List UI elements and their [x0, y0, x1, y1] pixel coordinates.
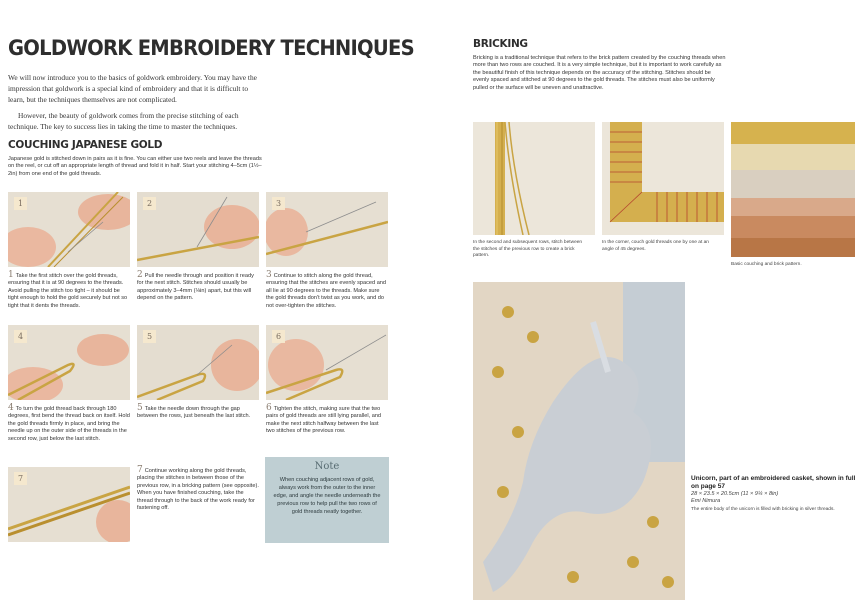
bricking-text: Bricking is a traditional technique that refers to the brick pattern created by the couching threads when more than two rows are couched. It is a very simple technique, but it is important to work carefully as the beautiful finish of this technique depends on the accuracy of the stitching. Stitches should be evenly spaced and stitched at 90 degrees to the gold threads. The stitches must also be uniformly pulled or the surface will be uneven and unattractive. — [473, 55, 726, 91]
note-title: Note — [314, 461, 340, 472]
step-badge-6: 6 — [272, 330, 285, 343]
unicorn-dimensions: 28 × 23.5 × 20.5cm (11 × 9¼ × 8in) — [691, 491, 779, 497]
step-badge-5: 5 — [143, 330, 156, 343]
step-caption-6 — [266, 405, 388, 436]
step-caption-3 — [266, 272, 388, 310]
step-photo-7 — [8, 467, 130, 542]
bricking-title: BRICKING — [473, 38, 528, 50]
step-photo-3 — [266, 192, 388, 267]
step-number-5: 5 — [137, 403, 143, 413]
caption-bricking-1: In the second and subsequent rows, stitch between the stitches of the previous row to create a brick pattern. — [473, 240, 583, 259]
note-text: When couching adjacent rows of gold, always work from the outer to the inner edge, and angle the needle underneath the previous row to help pull the two rows of gold threads neatly together. — [273, 477, 381, 515]
step-photo-6 — [266, 325, 388, 400]
step-text-4: To turn the gold thread back through 180 degrees, first bend the thread back on itself. Hold the gold threads firmly in place, and bring the needle up on the outer side of the threads in the second row, just below the last stitch. — [8, 406, 130, 442]
page-title: GOLDWORK EMBROIDERY TECHNIQUES — [8, 36, 414, 60]
step-number-1: 1 — [8, 270, 14, 280]
note-box — [265, 457, 389, 543]
bricking-photo-3 — [731, 122, 855, 257]
caption-bricking-2: In the corner, couch gold threads one by one at an angle of 45 degrees. — [602, 240, 709, 252]
bricking-photo-2 — [602, 122, 724, 235]
step-caption-5 — [137, 405, 259, 421]
step-badge-1: 1 — [14, 197, 27, 210]
step-number-6: 6 — [266, 403, 272, 413]
unicorn-artist: Emi Nimura — [691, 498, 721, 505]
step-photo-5 — [137, 325, 259, 400]
step-caption-7 — [137, 467, 259, 512]
bricking-photo-1 — [473, 122, 595, 235]
step-caption-4 — [8, 405, 130, 443]
step-badge-3: 3 — [272, 197, 285, 210]
unicorn-description: The entire body of the unicorn is filled with bricking in silver threads. — [691, 506, 835, 512]
step-photo-1 — [8, 192, 130, 267]
intro-text — [8, 72, 263, 137]
step-badge-2: 2 — [143, 197, 156, 210]
step-photo-2 — [137, 192, 259, 267]
step-number-7: 7 — [137, 465, 143, 475]
step-text-5: Take the needle down through the gap between the rows, just beneath the last stitch. — [137, 406, 251, 420]
step-text-1: Take the first stitch over the gold threads, ensuring that it is at 90 degrees to the threads. Avoid pulling the stitch too tight – it should be tight enough to hold the gold securely but not so tight that it dents the threads. — [8, 273, 128, 309]
unicorn-title: Unicorn, part of an embroidered casket, shown in full on page 57 — [691, 475, 856, 490]
step-caption-2 — [137, 272, 259, 303]
step-badge-7: 7 — [14, 472, 27, 485]
step-number-4: 4 — [8, 403, 14, 413]
step-text-7: Continue working along the gold threads, placing the stitches in between those of the previous row, in a bricking pattern (see opposite). When you have finished couching, take the thread through to the back of the work ready for fastening off. — [137, 468, 259, 512]
intro-paragraph-2: However, the beauty of goldwork comes from the precise stitching of each technique. The key to success lies in taking the time to master the techniques. — [8, 111, 239, 131]
unicorn-photo — [473, 282, 685, 600]
step-number-3: 3 — [266, 270, 272, 280]
step-text-6: Tighten the stitch, making sure that the two pairs of gold threads are still lying parallel, and make the next stitch halfway between the last two stitches of the previous row. — [266, 406, 382, 435]
step-photo-4 — [8, 325, 130, 400]
caption-bricking-3: Basic couching and brick pattern. — [731, 262, 802, 267]
step-caption-1 — [8, 272, 130, 310]
section-title-couching: COUCHING JAPANESE GOLD — [8, 139, 163, 151]
section-text-couching: Japanese gold is stitched down in pairs as it is fine. You can either use two reels and leave the threads on the reel, or cut off an appropriate length of thread and fold it in half. Start your stitching 4–5cm (1½–2in) from one end of the gold threads. — [8, 156, 262, 177]
intro-paragraph-1: We will now introduce you to the basics of goldwork embroidery. You may have the impression that goldwork is a special kind of embroidery and that it is difficult to learn, but the techniques themselves are not complicated. — [8, 73, 257, 104]
unicorn-caption — [691, 475, 856, 513]
step-number-2: 2 — [137, 270, 143, 280]
step-badge-4: 4 — [14, 330, 27, 343]
step-text-3: Continue to stitch along the gold thread, ensuring that the stitches are evenly spaced and all lie at 90 degrees to the threads. Make sure the gold threads don't twist as you work, and do not over-tighten the stitches. — [266, 273, 387, 309]
step-text-2: Pull the needle through and position it ready for the next stitch. Stitches should usually be approximately 3–4mm (⅛in) apart, but this will depend on the pattern. — [137, 273, 254, 302]
